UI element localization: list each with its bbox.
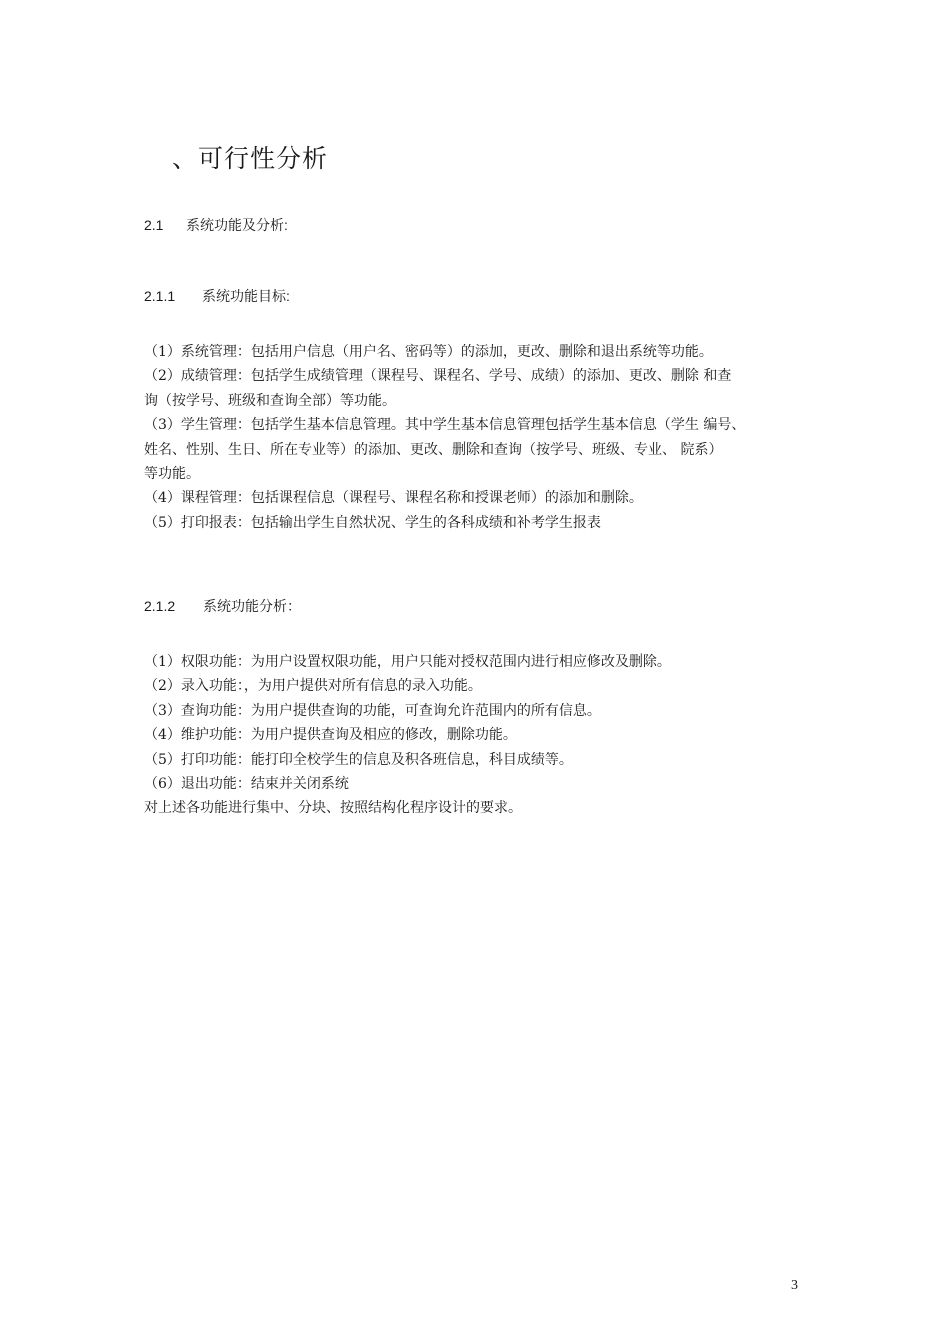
function-goals-list <box>144 340 834 535</box>
paragraph-line: （5）打印报表：包括输出学生自然状况、学生的各科成绩和补考学生报表 <box>144 514 601 531</box>
paragraph-line: （1）权限功能：为用户设置权限功能，用户只能对授权范围内进行相应修改及删除。 <box>144 654 671 670</box>
paragraph-line: （4）维护功能：为用户提供查询及相应的修改，删除功能。 <box>144 727 517 744</box>
function-analysis-list <box>144 650 834 821</box>
paragraph-line: （2）成绩管理：包括学生成绩管理（课程号、课程名、学号、成绩）的添加、更改、删除 和查 <box>144 368 732 385</box>
section-number: 2.1.2 <box>144 598 176 614</box>
section-number: 2.1 <box>144 217 164 233</box>
section-heading-2-1 <box>144 215 288 235</box>
paragraph-line: （4）课程管理：包括课程信息（课程号、课程名称和授课老师）的添加和删除。 <box>144 490 643 507</box>
section-title: 系统功能分析： <box>203 598 301 614</box>
paragraph-line: （5）打印功能：能打印全校学生的信息及积各班信息，科目成绩等。 <box>144 751 573 768</box>
section-heading-2-1-2 <box>144 596 301 616</box>
paragraph-line: （6）退出功能：结束并关闭系统 <box>144 776 349 793</box>
section-title: 系统功能及分析: <box>186 217 288 233</box>
page-number: 3 <box>791 1278 798 1293</box>
paragraph-line: （3）查询功能：为用户提供查询的功能，可查询允许范围内的所有信息。 <box>144 702 601 719</box>
paragraph-line: 对上述各功能进行集中、分块、按照结构化程序设计的要求。 <box>144 800 522 817</box>
paragraph-line: （1）系统管理：包括用户信息（用户名、密码等）的添加，更改、删除和退出系统等功能。 <box>144 344 713 360</box>
section-title: 系统功能目标: <box>202 288 290 304</box>
paragraph-line: 等功能。 <box>144 466 200 483</box>
paragraph-line: （2）录入功能：，为用户提供对所有信息的录入功能。 <box>144 678 482 695</box>
paragraph-line: 姓名、性别、生日、所在专业等）的添加、更改、删除和查询（按学号、班级、专业、 院系） <box>144 441 723 458</box>
section-heading-2-1-1 <box>144 286 290 306</box>
chapter-title: 、可行性分析 <box>172 144 329 173</box>
section-number: 2.1.1 <box>144 288 176 304</box>
paragraph-line: （3）学生管理：包括学生基本信息管理。其中学生基本信息管理包括学生基本信息（学生 编号、 <box>144 417 746 434</box>
paragraph-line: 询（按学号、班级和查询全部）等功能。 <box>144 392 396 409</box>
